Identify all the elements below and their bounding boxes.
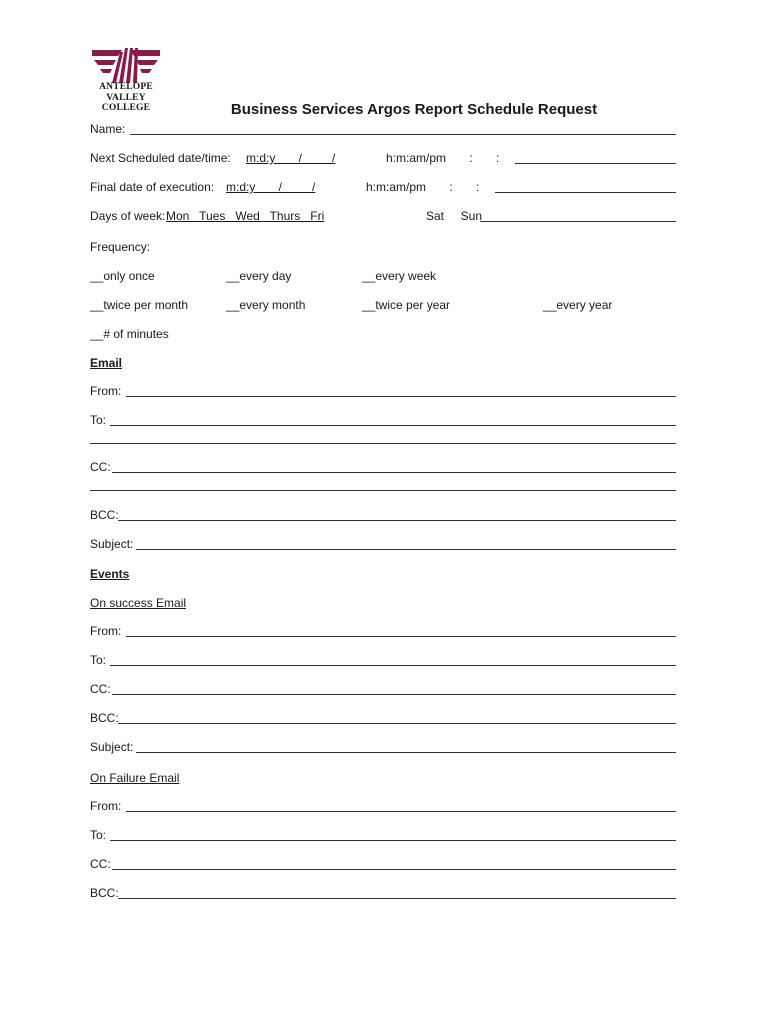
email-cc-field[interactable] <box>112 472 676 473</box>
failure-cc-label: CC: <box>90 857 111 871</box>
freq-every-month[interactable]: __every month <box>226 298 306 312</box>
logo-line: ANTELOPE <box>99 82 153 92</box>
next-scheduled-row <box>90 150 676 167</box>
success-to-row <box>90 652 676 669</box>
next-scheduled-label: Next Scheduled date/time: <box>90 151 231 165</box>
email-from-label: From: <box>90 384 122 398</box>
success-bcc-row <box>90 710 676 727</box>
failure-cc-field[interactable] <box>112 869 676 870</box>
email-bcc-field[interactable] <box>118 520 676 521</box>
email-to-field-continued[interactable] <box>90 443 676 444</box>
success-heading: On success Email <box>90 596 187 610</box>
success-cc-row <box>90 681 676 698</box>
success-bcc-field[interactable] <box>118 723 676 724</box>
failure-to-label: To: <box>90 828 107 842</box>
final-date-row <box>90 179 676 196</box>
next-time-rule[interactable] <box>515 163 676 164</box>
freq-twice-per-month[interactable]: __twice per month <box>90 298 189 312</box>
freq-twice-per-year[interactable]: __twice per year <box>362 298 451 312</box>
logo-line: COLLEGE <box>101 103 151 113</box>
frequency-label: Frequency: <box>90 240 151 254</box>
email-to-field[interactable] <box>110 425 676 426</box>
success-cc-field[interactable] <box>112 694 676 695</box>
success-bcc-label: BCC: <box>90 711 119 725</box>
success-to-label: To: <box>90 653 107 667</box>
failure-to-row <box>90 827 676 844</box>
email-cc-label: CC: <box>90 460 111 474</box>
email-bcc-label: BCC: <box>90 508 119 522</box>
next-time-field[interactable]: h:m:am/pm : : <box>386 151 500 165</box>
events-heading: Events <box>90 567 130 581</box>
failure-bcc-field[interactable] <box>118 898 676 899</box>
email-from-field[interactable] <box>126 396 676 397</box>
failure-bcc-row <box>90 885 676 902</box>
success-to-field[interactable] <box>110 665 676 666</box>
email-subject-row <box>90 536 676 553</box>
failure-from-label: From: <box>90 799 122 813</box>
email-cc-row <box>90 459 676 476</box>
email-from-row <box>90 383 676 400</box>
success-cc-label: CC: <box>90 682 111 696</box>
final-time-field[interactable]: h:m:am/pm : : <box>366 180 480 194</box>
email-cc-field-continued[interactable] <box>90 490 676 491</box>
failure-to-field[interactable] <box>110 840 676 841</box>
weekday-options[interactable]: Mon Tues Wed Thurs Fri <box>166 209 325 223</box>
days-rule[interactable] <box>480 221 676 222</box>
success-from-label: From: <box>90 624 122 638</box>
name-field[interactable] <box>130 134 676 135</box>
name-label: Name: <box>90 122 126 136</box>
success-from-row <box>90 623 676 640</box>
logo-line: VALLEY <box>106 92 146 103</box>
failure-heading: On Failure Email <box>90 771 180 785</box>
days-label: Days of week: <box>90 209 166 223</box>
failure-bcc-label: BCC: <box>90 886 119 900</box>
days-of-week-row <box>90 208 676 225</box>
email-heading: Email <box>90 356 123 370</box>
success-subject-row <box>90 739 676 756</box>
freq-every-year[interactable]: __every year <box>543 298 613 312</box>
freq-every-week[interactable]: __every week <box>362 269 437 283</box>
success-subject-field[interactable] <box>136 752 676 753</box>
page-title: Business Services Argos Report Schedule Request <box>230 101 598 118</box>
email-subject-label: Subject: <box>90 537 134 551</box>
email-subject-field[interactable] <box>136 549 676 550</box>
success-from-field[interactable] <box>126 636 676 637</box>
weekend-options[interactable]: Sat Sun <box>426 209 483 223</box>
failure-cc-row <box>90 856 676 873</box>
email-to-row <box>90 412 676 429</box>
freq-minutes[interactable]: __# of minutes <box>90 327 169 341</box>
success-subject-label: Subject: <box>90 740 134 754</box>
failure-from-row <box>90 798 676 815</box>
failure-from-field[interactable] <box>126 811 676 812</box>
freq-every-day[interactable]: __every day <box>226 269 292 283</box>
name-row <box>90 121 676 138</box>
antelope-logo-icon <box>92 46 160 84</box>
final-time-rule[interactable] <box>495 192 676 193</box>
email-to-label: To: <box>90 413 107 427</box>
final-date-field[interactable]: m:d:y / / <box>226 180 316 194</box>
final-date-label: Final date of execution: <box>90 180 215 194</box>
email-bcc-row <box>90 507 676 524</box>
next-date-field[interactable]: m:d:y / / <box>246 151 336 165</box>
freq-only-once[interactable]: __only once <box>90 269 155 283</box>
